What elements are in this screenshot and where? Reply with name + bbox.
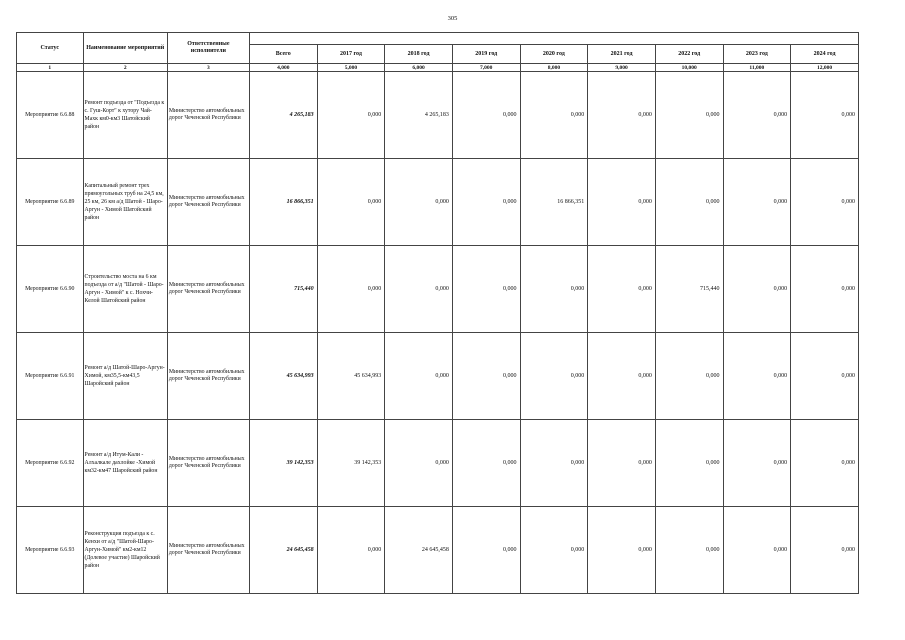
row-executor: Министерство автомобильных дорог Чеченской Республики bbox=[167, 246, 249, 333]
row-name: Ремонт подъезда от "Подъезда к с. Гуш-Корт" к хутору Чай-Махк км0-км3 Шатойский район bbox=[83, 72, 167, 159]
header-year: 2017 год bbox=[317, 45, 385, 64]
row-year-value: 0,000 bbox=[791, 507, 859, 594]
index-cell: 11,000 bbox=[723, 64, 791, 72]
row-year-value: 16 866,351 bbox=[520, 159, 588, 246]
row-year-value: 0,000 bbox=[723, 246, 791, 333]
row-year-value: 0,000 bbox=[655, 420, 723, 507]
row-name: Капитальный ремонт трех прямоугольных труб на 24,5 км, 25 км, 26 км а/д Шатой - Шаро-Аргун - Химой Шатойский район bbox=[83, 159, 167, 246]
row-year-value: 0,000 bbox=[452, 333, 520, 420]
index-cell: 4,000 bbox=[249, 64, 317, 72]
row-year-value: 0,000 bbox=[317, 246, 385, 333]
header-year: Всего bbox=[249, 45, 317, 64]
index-cell: 3 bbox=[167, 64, 249, 72]
row-total: 16 866,351 bbox=[249, 159, 317, 246]
row-status: Мероприятие 6.6.92 bbox=[17, 420, 84, 507]
index-row bbox=[17, 64, 859, 72]
index-cell: 12,000 bbox=[791, 64, 859, 72]
row-executor: Министерство автомобильных дорог Чеченской Республики bbox=[167, 333, 249, 420]
index-cell: 2 bbox=[83, 64, 167, 72]
row-status: Мероприятие 6.6.91 bbox=[17, 333, 84, 420]
row-year-value: 0,000 bbox=[588, 159, 656, 246]
row-year-value: 39 142,353 bbox=[317, 420, 385, 507]
index-cell: 5,000 bbox=[317, 64, 385, 72]
row-year-value: 0,000 bbox=[520, 333, 588, 420]
row-year-value: 0,000 bbox=[452, 246, 520, 333]
header-status: Статус bbox=[17, 33, 84, 64]
row-year-value: 0,000 bbox=[520, 246, 588, 333]
row-year-value: 0,000 bbox=[655, 333, 723, 420]
row-name: Ремонт а/д Шатой-Шаро-Аргун-Химой, км35,5-км43,5 Шаройский район bbox=[83, 333, 167, 420]
row-year-value: 0,000 bbox=[317, 72, 385, 159]
row-year-value: 0,000 bbox=[588, 72, 656, 159]
row-year-value: 0,000 bbox=[520, 507, 588, 594]
row-year-value: 0,000 bbox=[655, 159, 723, 246]
row-year-value: 0,000 bbox=[452, 159, 520, 246]
row-total: 4 265,183 bbox=[249, 72, 317, 159]
row-year-value: 0,000 bbox=[723, 159, 791, 246]
index-cell: 9,000 bbox=[588, 64, 656, 72]
row-year-value: 0,000 bbox=[520, 420, 588, 507]
row-status: Мероприятие 6.6.88 bbox=[17, 72, 84, 159]
header-year: 2023 год bbox=[723, 45, 791, 64]
row-total: 45 634,993 bbox=[249, 333, 317, 420]
row-year-value: 0,000 bbox=[452, 72, 520, 159]
header-row-top bbox=[17, 33, 859, 45]
index-cell: 8,000 bbox=[520, 64, 588, 72]
table-row bbox=[17, 72, 859, 159]
row-executor: Министерство автомобильных дорог Чеченской Республики bbox=[167, 507, 249, 594]
row-year-value: 0,000 bbox=[791, 72, 859, 159]
row-total: 715,440 bbox=[249, 246, 317, 333]
header-year: 2024 год bbox=[791, 45, 859, 64]
row-year-value: 0,000 bbox=[791, 159, 859, 246]
index-cell: 7,000 bbox=[452, 64, 520, 72]
row-year-value: 0,000 bbox=[385, 159, 453, 246]
row-year-value: 0,000 bbox=[791, 420, 859, 507]
header-name: Наименование мероприятий bbox=[83, 33, 167, 64]
budget-table bbox=[16, 32, 859, 594]
row-year-value: 0,000 bbox=[385, 246, 453, 333]
row-year-value: 0,000 bbox=[723, 333, 791, 420]
index-cell: 6,000 bbox=[385, 64, 453, 72]
row-year-value: 0,000 bbox=[520, 72, 588, 159]
row-year-value: 0,000 bbox=[655, 72, 723, 159]
row-executor: Министерство автомобильных дорог Чеченской Республики bbox=[167, 420, 249, 507]
table-row bbox=[17, 333, 859, 420]
header-years-group bbox=[249, 33, 858, 45]
row-total: 39 142,353 bbox=[249, 420, 317, 507]
header-year: 2019 год bbox=[452, 45, 520, 64]
row-total: 24 645,458 bbox=[249, 507, 317, 594]
index-cell: 1 bbox=[17, 64, 84, 72]
table-row bbox=[17, 420, 859, 507]
row-year-value: 0,000 bbox=[317, 507, 385, 594]
row-year-value: 0,000 bbox=[791, 246, 859, 333]
header-year: 2022 год bbox=[655, 45, 723, 64]
row-status: Мероприятие 6.6.90 bbox=[17, 246, 84, 333]
row-year-value: 0,000 bbox=[385, 420, 453, 507]
row-executor: Министерство автомобильных дорог Чеченской Республики bbox=[167, 159, 249, 246]
row-year-value: 0,000 bbox=[385, 333, 453, 420]
row-year-value: 24 645,458 bbox=[385, 507, 453, 594]
row-name: Реконструкция подъезда к с. Кенхи от а/д "Шатой-Шаро-Аргун-Химой" км2-км12 (Долевое участие) Шаройский район bbox=[83, 507, 167, 594]
row-year-value: 4 265,183 bbox=[385, 72, 453, 159]
row-year-value: 715,440 bbox=[655, 246, 723, 333]
row-year-value: 0,000 bbox=[723, 72, 791, 159]
row-year-value: 0,000 bbox=[452, 507, 520, 594]
row-year-value: 0,000 bbox=[723, 507, 791, 594]
row-status: Мероприятие 6.6.89 bbox=[17, 159, 84, 246]
row-year-value: 45 634,993 bbox=[317, 333, 385, 420]
row-name: Строительство моста на 6 км подъезда от а/д "Шатой - Шаро-Аргун - Химой" к с. Нохчи-Келой Шатойский район bbox=[83, 246, 167, 333]
row-status: Мероприятие 6.6.93 bbox=[17, 507, 84, 594]
row-year-value: 0,000 bbox=[317, 159, 385, 246]
header-executors: Ответственные исполнители bbox=[167, 33, 249, 64]
header-year: 2018 год bbox=[385, 45, 453, 64]
row-year-value: 0,000 bbox=[655, 507, 723, 594]
table-row bbox=[17, 507, 859, 594]
row-name: Ремонт а/д Итум-Кали - Алхалкале дахлойке -Химой км32-км47 Шаройский район bbox=[83, 420, 167, 507]
table-row bbox=[17, 159, 859, 246]
index-cell: 10,000 bbox=[655, 64, 723, 72]
row-year-value: 0,000 bbox=[588, 246, 656, 333]
page-number: 305 bbox=[447, 15, 458, 22]
row-year-value: 0,000 bbox=[791, 333, 859, 420]
row-year-value: 0,000 bbox=[452, 420, 520, 507]
row-year-value: 0,000 bbox=[588, 507, 656, 594]
row-executor: Министерство автомобильных дорог Чеченской Республики bbox=[167, 72, 249, 159]
row-year-value: 0,000 bbox=[588, 420, 656, 507]
header-year: 2021 год bbox=[588, 45, 656, 64]
table-row bbox=[17, 246, 859, 333]
header-year: 2020 год bbox=[520, 45, 588, 64]
row-year-value: 0,000 bbox=[588, 333, 656, 420]
row-year-value: 0,000 bbox=[723, 420, 791, 507]
